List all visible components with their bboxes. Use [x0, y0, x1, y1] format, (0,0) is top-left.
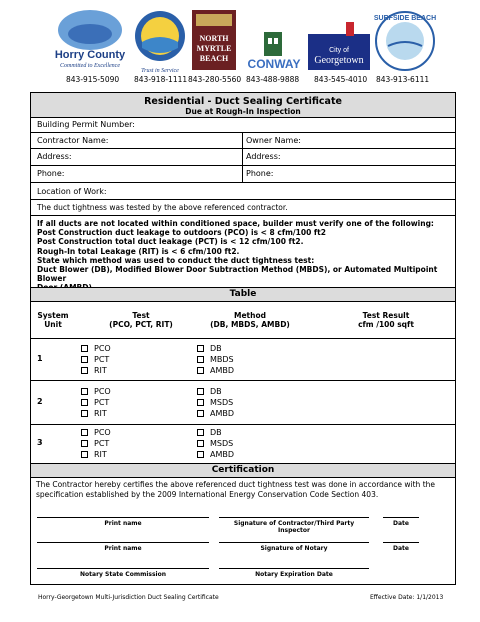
- tested-note: The duct tightness was tested by the above referenced contractor.: [37, 203, 288, 212]
- test-option-label: PCT: [94, 398, 110, 407]
- date-label-2: Date: [393, 545, 409, 552]
- certification-text-line2: specification established by the 2009 International Energy Conservation Code Section 403.: [36, 489, 379, 499]
- surfside-beach-seal-icon: [374, 8, 436, 74]
- owner-name-label: Owner Name:: [246, 136, 301, 145]
- method-options: [197, 386, 234, 419]
- logo-surfside-beach: [374, 8, 436, 74]
- header-test-line1: Test: [132, 311, 150, 320]
- location-row[interactable]: [31, 183, 455, 200]
- north-myrtle-beach-logo-icon: [190, 8, 238, 72]
- checkbox-icon[interactable]: [197, 451, 204, 458]
- form-subtitle: Due at Rough-In Inspection: [185, 107, 301, 116]
- unit-number: 3: [37, 438, 43, 447]
- method-option-db[interactable]: [197, 427, 234, 438]
- unit-number: 2: [37, 397, 43, 406]
- test-option-pct[interactable]: [81, 354, 111, 365]
- header-system-unit: [31, 311, 75, 329]
- header-method-line1: Method: [234, 311, 266, 320]
- header-test-result-line1: Test Result: [362, 311, 410, 320]
- test-option-pco[interactable]: [81, 427, 111, 438]
- method-option-label: MSDS: [210, 439, 234, 448]
- georgetown-logo-icon: [306, 8, 372, 74]
- print-name-line-1[interactable]: [37, 517, 209, 518]
- method-option-db[interactable]: [197, 386, 234, 397]
- method-option-db[interactable]: [197, 343, 234, 354]
- header-test-line2: (PCO, PCT, RIT): [109, 320, 173, 329]
- method-option-label: AMBD: [210, 450, 235, 459]
- horry-county-seal-icon: [50, 8, 130, 70]
- date-line-1[interactable]: [383, 517, 419, 518]
- unit-number: 1: [37, 354, 43, 363]
- table-title: Table: [31, 288, 455, 302]
- certification-title: Certification: [31, 464, 455, 478]
- date-label-1: Date: [393, 520, 409, 527]
- method-option-label: MBDS: [210, 355, 234, 364]
- test-option-label: PCT: [94, 355, 110, 364]
- building-permit-label: Building Permit Number:: [37, 120, 135, 129]
- method-option-label: DB: [210, 344, 222, 353]
- footer-title: Horry-Georgetown Multi-Jurisdiction Duct Sealing Certificate: [38, 594, 219, 601]
- svg-text:Horry County: Horry County: [54, 49, 126, 61]
- method-option-ambd[interactable]: [197, 408, 234, 419]
- address-right-field[interactable]: [242, 149, 455, 165]
- test-option-rit[interactable]: [81, 408, 111, 419]
- svg-text:Committed to Excellence: Committed to Excellence: [60, 63, 120, 69]
- address-right-label: Address:: [246, 152, 281, 161]
- table-header-row: [31, 302, 455, 339]
- print-name-label-1: Print name: [104, 520, 142, 527]
- certification-text-line1: The Contractor hereby certifies the above referenced duct tightness test was done in accordance with the: [36, 480, 436, 489]
- method-options: [197, 427, 234, 460]
- test-option-label: PCO: [94, 344, 111, 353]
- method-option-mbds[interactable]: [197, 354, 234, 365]
- svg-text:MYRTLE: MYRTLE: [196, 44, 232, 53]
- checkbox-icon[interactable]: [81, 356, 88, 363]
- header-test-result-line2: cfm /100 sqft: [358, 320, 414, 329]
- address-left-label[interactable]: Address:: [37, 152, 72, 161]
- checkbox-icon[interactable]: [197, 399, 204, 406]
- phone-right-field[interactable]: [242, 166, 455, 182]
- table-row: [31, 425, 455, 464]
- method-option-label: MSDS: [210, 398, 234, 407]
- test-option-pco[interactable]: [81, 343, 111, 354]
- tested-note-row: [31, 200, 455, 216]
- rule-line-4: Rough-In total Leakage (RIT) is < 6 cfm/100 ft2.: [37, 246, 240, 256]
- checkbox-icon[interactable]: [81, 345, 88, 352]
- test-options: [81, 427, 111, 460]
- rule-line-5: State which method was used to conduct the duct tightness test:: [37, 255, 315, 265]
- test-options: [81, 343, 111, 376]
- test-option-label: PCO: [94, 387, 111, 396]
- test-option-pct[interactable]: [81, 397, 111, 408]
- notary-signature-label: Signature of Notary: [260, 545, 328, 552]
- method-option-label: DB: [210, 387, 222, 396]
- contractor-signature-label: Signature of Contractor/Third Party Inspector: [233, 520, 355, 534]
- checkbox-icon[interactable]: [81, 451, 88, 458]
- test-option-label: PCT: [94, 439, 110, 448]
- checkbox-icon[interactable]: [81, 388, 88, 395]
- table-row: [31, 339, 455, 381]
- date-line-2[interactable]: [383, 542, 419, 543]
- test-option-rit[interactable]: [81, 449, 111, 460]
- method-options: [197, 343, 234, 376]
- myrtle-beach-seal-icon: [134, 8, 186, 74]
- phone-conway: 843-488-9888: [246, 75, 300, 84]
- notary-commission-line[interactable]: [37, 568, 209, 569]
- phone-surfside: 843-913-6111: [376, 75, 430, 84]
- checkbox-icon[interactable]: [197, 440, 204, 447]
- contractor-signature-line[interactable]: [219, 517, 369, 518]
- logo-myrtle-beach: [134, 8, 186, 74]
- header-system-unit-line2: Unit: [44, 320, 62, 329]
- notary-expiration-line[interactable]: [219, 568, 369, 569]
- checkbox-icon[interactable]: [81, 410, 88, 417]
- checkbox-icon[interactable]: [197, 410, 204, 417]
- form-title: Residential - Duct Sealing Certificate: [144, 96, 342, 107]
- checkbox-icon[interactable]: [81, 440, 88, 447]
- rule-line-3: Post Construction total duct leakage (PCT) is < 12 cfm/100 ft2.: [37, 237, 304, 247]
- header-test-result: [331, 311, 441, 329]
- test-option-label: RIT: [94, 366, 107, 375]
- method-option-ambd[interactable]: [197, 365, 234, 376]
- contractor-name-label[interactable]: Contractor Name:: [37, 136, 109, 145]
- test-option-label: RIT: [94, 450, 107, 459]
- notary-signature-line[interactable]: [219, 542, 369, 543]
- header-method: [195, 311, 305, 329]
- checkbox-icon[interactable]: [81, 429, 88, 436]
- method-option-label: AMBD: [210, 409, 235, 418]
- certificate-form: [30, 92, 456, 585]
- checkbox-icon[interactable]: [197, 388, 204, 395]
- logo-georgetown: [306, 8, 372, 74]
- test-option-label: PCO: [94, 428, 111, 437]
- rule-line-2: Post Construction duct leakage to outdoors (PCO) is < 8 cfm/100 ft2: [37, 228, 326, 238]
- building-permit-row[interactable]: [31, 118, 455, 133]
- method-option-label: DB: [210, 428, 222, 437]
- svg-text:BEACH: BEACH: [199, 54, 229, 63]
- print-name-label-2: Print name: [104, 545, 142, 552]
- phone-right-label: Phone:: [246, 169, 274, 178]
- address-row: [31, 149, 455, 166]
- method-option-ambd[interactable]: [197, 449, 234, 460]
- checkbox-icon[interactable]: [197, 367, 204, 374]
- phone-left-label[interactable]: Phone:: [37, 169, 65, 178]
- checkbox-icon[interactable]: [197, 345, 204, 352]
- logo-conway: [246, 8, 302, 74]
- print-name-line-2[interactable]: [37, 542, 209, 543]
- svg-text:City of: City of: [329, 47, 349, 54]
- svg-text:SURFSIDE BEACH: SURFSIDE BEACH: [374, 15, 436, 22]
- location-label: Location of Work:: [37, 187, 107, 196]
- phone-horry: 843-915-5090: [66, 75, 120, 84]
- logo-horry-county: [50, 8, 130, 70]
- header-test: [81, 311, 201, 329]
- method-option-label: AMBD: [210, 366, 235, 375]
- method-option-msds[interactable]: [197, 397, 234, 408]
- svg-text:Georgetown: Georgetown: [314, 55, 364, 66]
- method-option-msds[interactable]: [197, 438, 234, 449]
- certification-body: [31, 478, 455, 584]
- rules-block: [31, 216, 455, 288]
- rule-line-6: Duct Blower (DB), Modified Blower Door Subtraction Method (MBDS), or Automated Multipoint Blower: [37, 265, 438, 284]
- footer-effective-date: Effective Date: 1/1/2013: [370, 594, 444, 601]
- svg-text:NORTH: NORTH: [199, 34, 229, 43]
- logo-north-myrtle-beach: [190, 8, 238, 72]
- phone-row: [31, 166, 455, 183]
- certification-text: [36, 480, 435, 499]
- checkbox-icon[interactable]: [197, 429, 204, 436]
- checkbox-icon[interactable]: [81, 367, 88, 374]
- svg-text:Trust in Service: Trust in Service: [141, 68, 179, 74]
- test-option-pct[interactable]: [81, 438, 111, 449]
- header-method-line2: (DB, MBDS, AMBD): [210, 320, 290, 329]
- test-option-rit[interactable]: [81, 365, 111, 376]
- contractor-owner-row: [31, 133, 455, 149]
- conway-logo-icon: [246, 8, 302, 74]
- phone-myrtle-beach: 843-918-1111: [134, 75, 188, 84]
- header-system-unit-line1: System: [37, 311, 69, 320]
- phone-georgetown: 843-545-4010: [314, 75, 368, 84]
- notary-commission-label: Notary State Commission: [80, 571, 166, 578]
- test-option-label: RIT: [94, 409, 107, 418]
- checkbox-icon[interactable]: [197, 356, 204, 363]
- owner-name-field[interactable]: [242, 133, 455, 148]
- table-row: [31, 381, 455, 425]
- notary-expiration-label: Notary Expiration Date: [255, 571, 333, 578]
- phone-north-myrtle-beach: 843-280-5560: [188, 75, 242, 84]
- rule-line-1: If all ducts are not located within conditioned space, builder must verify one of the following:: [37, 219, 434, 228]
- test-options: [81, 386, 111, 419]
- checkbox-icon[interactable]: [81, 399, 88, 406]
- test-option-pco[interactable]: [81, 386, 111, 397]
- svg-text:CONWAY: CONWAY: [247, 57, 301, 71]
- form-title-row: [31, 93, 455, 118]
